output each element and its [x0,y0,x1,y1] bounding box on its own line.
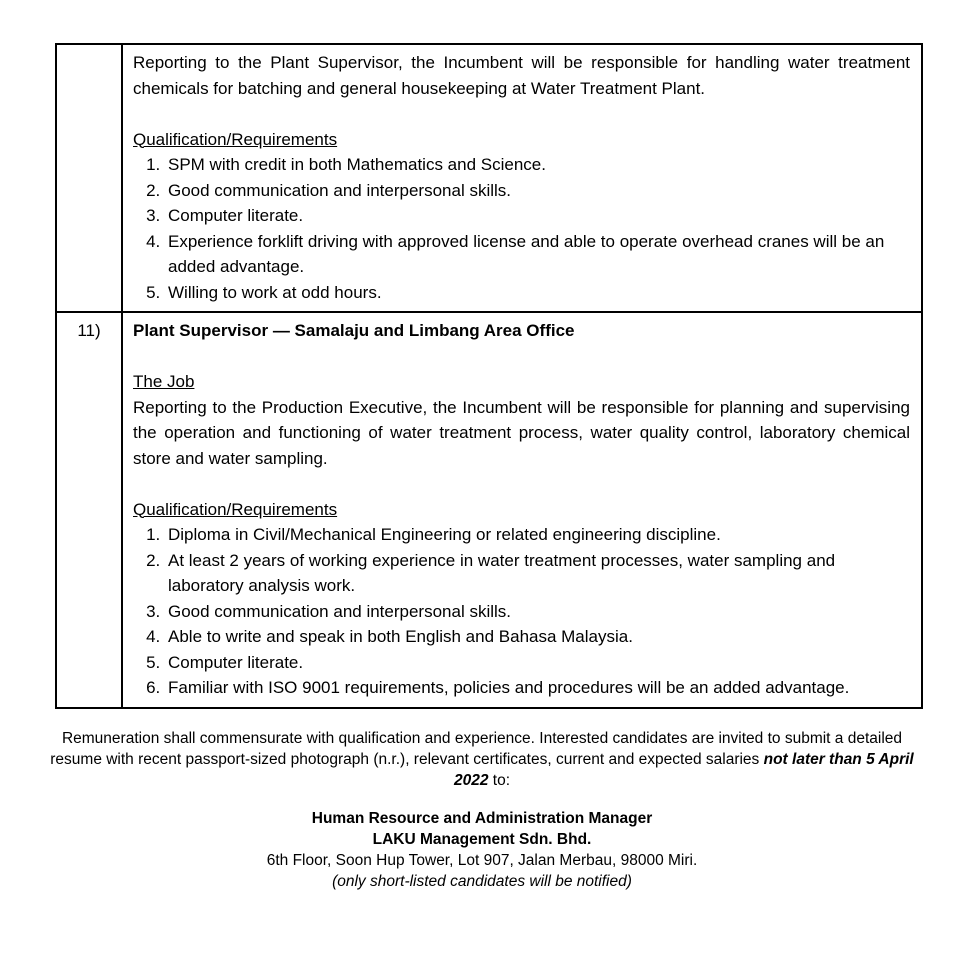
spacer [133,344,910,370]
list-item: 3. Computer literate. [165,203,910,229]
list-item: 2. At least 2 years of working experience in water treatment processes, water sampling and laboratory analysis work. [165,548,910,599]
item-number: 11) [77,321,101,340]
closing-text-before: Remuneration shall commensurate with qualification and experience. Interested candidates are invited to submit a detailed resume with recent passport-sized photograph (n.r.), relevant certificates, current and expected salaries [50,730,903,768]
job-description-cell [122,312,922,708]
application-deadline: not later than 5 April 2022 [453,751,914,789]
qualification-heading: Qualification/Requirements [133,129,338,149]
qualification-list [133,152,910,305]
company-name: LAKU Management Sdn. Bhd. [372,831,592,848]
job-description-cell [122,44,922,312]
spacer [133,471,910,497]
contact-block [0,808,964,892]
job-title: Plant Supervisor — Samalaju and Limbang Area Office [133,321,575,340]
list-item: 3. Good communication and interpersonal skills. [165,599,910,625]
job-description-paragraph: Reporting to the Production Executive, the Incumbent will be responsible for planning and supervising the operation and functioning of water treatment process, water quality control, laboratory chemical store and water sampling. [133,397,910,468]
spacer [133,101,910,127]
job-intro-paragraph: Reporting to the Plant Supervisor, the Incumbent will be responsible for handling water treatment chemicals for batching and general housekeeping at Water Treatment Plant. [133,53,910,98]
table-row [56,44,922,312]
list-item: 5. Willing to work at odd hours. [165,280,910,306]
list-item: 1. Diploma in Civil/Mechanical Engineering or related engineering discipline. [165,522,910,548]
shortlist-note: (only short-listed candidates will be notified) [332,873,632,890]
closing-text-after: to: [488,772,511,789]
qualification-list [133,522,910,701]
list-item: 5. Computer literate. [165,650,910,676]
list-item: 2. Good communication and interpersonal skills. [165,178,910,204]
item-number-cell [56,312,122,708]
item-number-cell [56,44,122,312]
list-item: 1. SPM with credit in both Mathematics and Science. [165,152,910,178]
job-vacancy-table [55,43,923,709]
list-item: 4. Able to write and speak in both English and Bahasa Malaysia. [165,624,910,650]
contact-title: Human Resource and Administration Manager [311,810,653,827]
qualification-heading: Qualification/Requirements [133,499,338,519]
list-item: 6. Familiar with ISO 9001 requirements, policies and procedures will be an added advantage. [165,675,910,701]
closing-paragraph [50,728,914,791]
the-job-heading: The Job [133,372,195,391]
company-address: 6th Floor, Soon Hup Tower, Lot 907, Jalan Merbau, 98000 Miri. [266,852,698,869]
list-item: 4. Experience forklift driving with approved license and able to operate overhead cranes will be an added advantage. [165,229,910,280]
table-row [56,312,922,708]
